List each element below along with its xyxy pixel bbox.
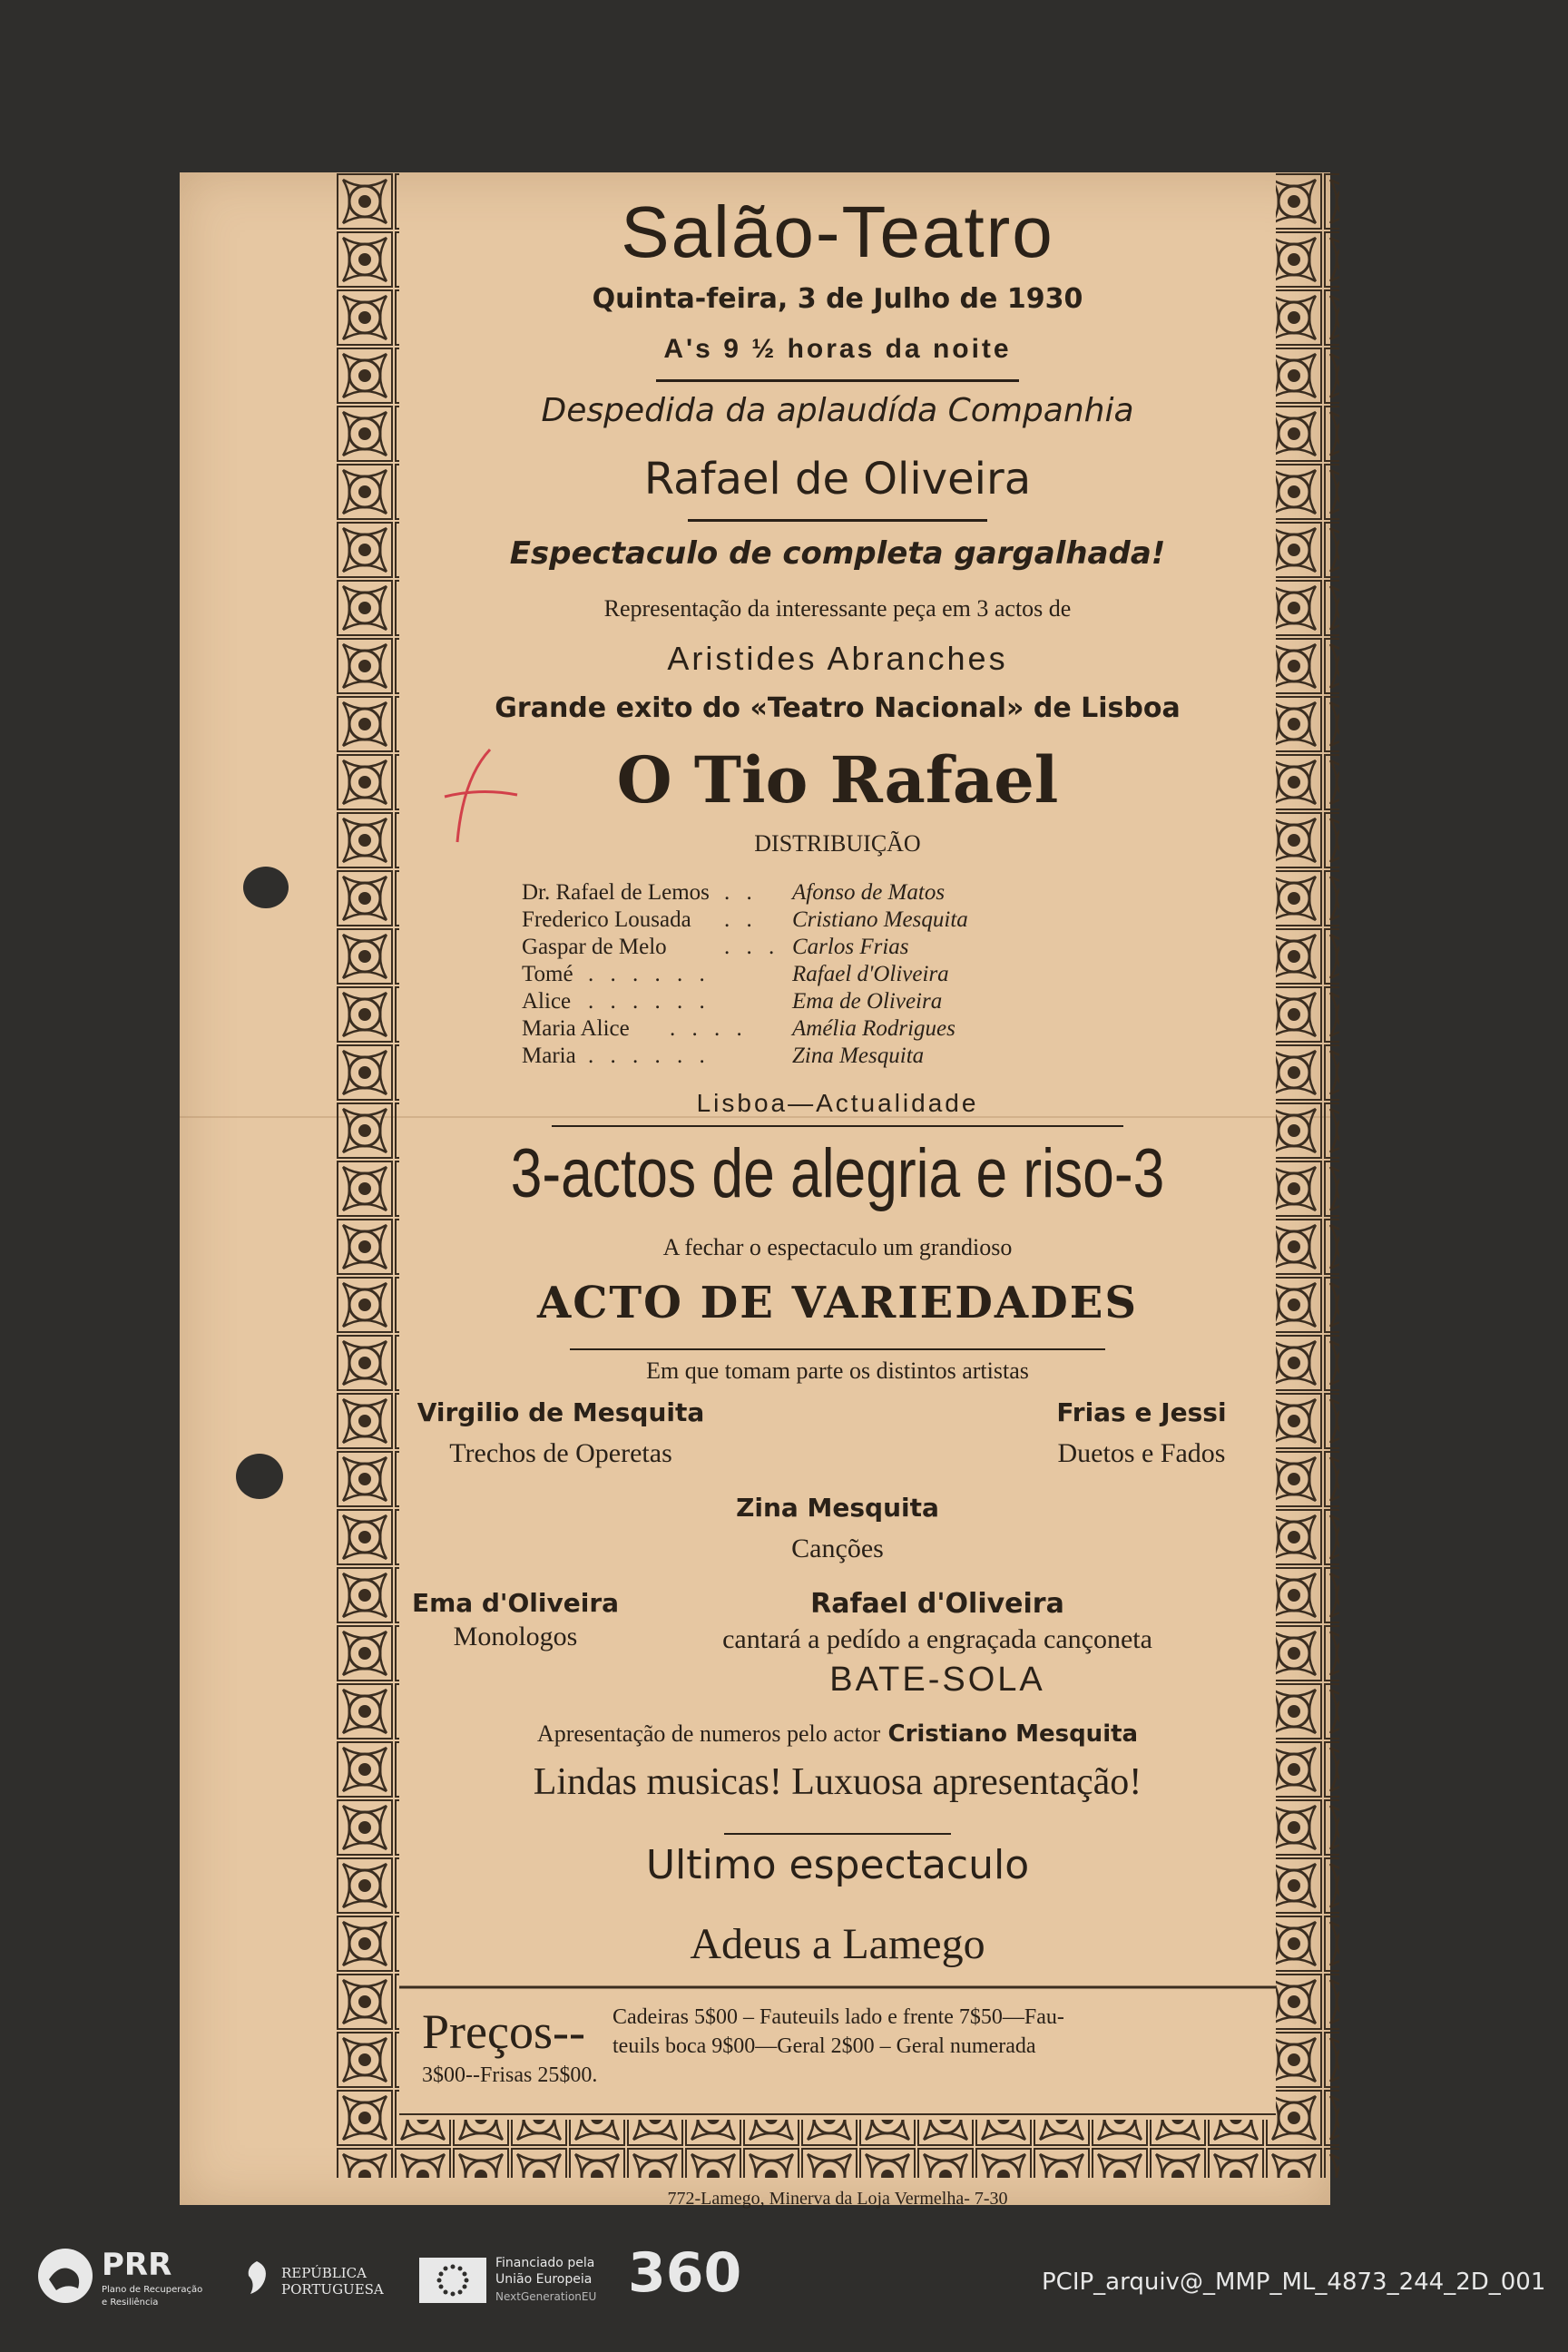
success-line: Grande exito do «Teatro Nacional» de Lisboa [495, 692, 1181, 724]
acts-banner: 3-actos de alegria e riso-3 [510, 1135, 1165, 1212]
company-name: Rafael de Oliveira [643, 454, 1032, 505]
prices-label: Preços-- [422, 2004, 585, 2059]
republic-emblem-icon [243, 2259, 270, 2296]
artists-intro: Em que tomam parte os distintos artistas [646, 1357, 1029, 1384]
author-name: Aristides Abranches [667, 640, 1008, 677]
republic-line-1: REPÚBLICA [281, 2265, 367, 2281]
venue-title: Salão-Teatro [621, 191, 1054, 272]
cast-actor: Zina Mesquita [792, 1044, 925, 1068]
ema-act: Monologos [453, 1622, 578, 1651]
archive-id: PCIP_arquiv@_MMP_ML_4873_244_2D_001 [1042, 2269, 1546, 2296]
cast-actor: Afonso de Matos [792, 880, 946, 905]
frias-name: Frias e Jessi [1056, 1397, 1227, 1427]
cast-leader: . . . [724, 935, 780, 959]
variety-act-title: ACTO DE VARIEDADES [536, 1278, 1139, 1328]
logo-360: 360 [628, 2241, 742, 2305]
ema-name: Ema d'Oliveira [411, 1588, 620, 1618]
punch-hole-top [243, 867, 289, 908]
virgilio-name: Virgilio de Mesquita [416, 1397, 705, 1427]
cast-role: Dr. Rafael de Lemos [522, 880, 710, 905]
cast-leader: . . [724, 907, 758, 932]
last-show: Ultimo espectaculo [645, 1842, 1030, 1888]
cast-actor: Carlos Frias [792, 935, 909, 959]
printer-line: 772-Lamego, Minerva da Loja Vermelha- 7-30 [667, 2189, 1008, 2209]
distribution-heading: DISTRIBUIÇÃO [754, 830, 921, 857]
cast-actor: Cristiano Mesquita [792, 907, 968, 932]
frias-act: Duetos e Fados [1057, 1438, 1226, 1468]
poster-sheet [180, 172, 1330, 2209]
closing-intro: A fechar o espectaculo um grandioso [662, 1234, 1013, 1260]
zina-act: Canções [791, 1534, 884, 1563]
cast-role: Gaspar de Melo [522, 935, 667, 959]
farewell-line: Despedida da aplaudída Companhia [541, 392, 1134, 429]
performance-time: A's 9 ½ horas da noite [663, 334, 1012, 364]
rafael-act: cantará a pedído a engraçada cançoneta [722, 1624, 1152, 1654]
virgilio-act: Trechos de Operetas [449, 1438, 672, 1468]
rule-2 [688, 519, 987, 522]
rule-4 [570, 1348, 1105, 1350]
cast-actor: Amélia Rodrigues [792, 1016, 956, 1041]
representation-line: Representação da interessante peça em 3 actos de [603, 595, 1072, 622]
prices-line-1: Cadeiras 5$00 – Fauteuils lado e frente 7$50—Fau- [612, 2005, 1064, 2029]
presentation-line [425, 1720, 1250, 1748]
goodbye-line: Adeus a Lamego [690, 1920, 985, 1968]
republic-line-2: PORTUGUESA [281, 2281, 384, 2298]
prr-subtitle-2: e Resiliência [102, 2298, 159, 2308]
prices-line-3: 3$00--Frisas 25$00. [422, 2063, 598, 2087]
play-title: O Tio Rafael [616, 742, 1059, 818]
cast-leader: . . . . . . [588, 1044, 710, 1068]
zina-name: Zina Mesquita [736, 1493, 939, 1523]
eu-line-1: Financiado pela [495, 2256, 595, 2270]
footer-bar [0, 2221, 1568, 2352]
tagline: Espectaculo de completa gargalhada! [509, 535, 1166, 572]
prr-title: PRR [102, 2247, 172, 2283]
presentation-text: Apresentação de numeros pelo actor [536, 1720, 881, 1747]
punch-hole-bottom [236, 1454, 283, 1499]
presenter-name: Cristiano Mesquita [887, 1720, 1139, 1748]
cast-leader: . . . . . . [588, 962, 710, 986]
rule-5 [724, 1833, 951, 1835]
prices-line-2: teuils boca 9$00—Geral 2$00 – Geral numerada [612, 2034, 1036, 2058]
performance-date: Quinta-feira, 3 de Julho de 1930 [592, 283, 1083, 315]
rule-1 [656, 379, 1019, 382]
cast-role: Maria [522, 1044, 576, 1068]
eu-line-2: União Europeia [495, 2272, 593, 2287]
cast-leader: . . [724, 880, 758, 905]
cast-role: Maria Alice [522, 1016, 630, 1041]
music-line: Lindas musicas! Luxuosa apresentação! [533, 1761, 1142, 1803]
rafael-name: Rafael d'Oliveira [810, 1588, 1064, 1620]
cast-actor: Rafael d'Oliveira [792, 962, 949, 986]
rafael-song: BATE-SOLA [829, 1661, 1045, 1699]
eu-flag-icon [419, 2258, 486, 2303]
rule-3 [552, 1125, 1123, 1127]
eu-line-3: NextGenerationEU [495, 2290, 597, 2303]
cast-actor: Ema de Oliveira [792, 989, 943, 1014]
setting-line: Lisboa—Actualidade [696, 1089, 979, 1117]
cast-leader: . . . . . . [588, 989, 710, 1014]
cast-role: Alice [522, 989, 572, 1014]
cast-leader: . . . . [670, 1016, 748, 1041]
prr-subtitle-1: Plano de Recuperação [102, 2285, 203, 2295]
cast-role: Frederico Lousada [522, 907, 691, 932]
prr-logo-icon [36, 2247, 94, 2305]
cast-role: Tomé [522, 962, 573, 986]
